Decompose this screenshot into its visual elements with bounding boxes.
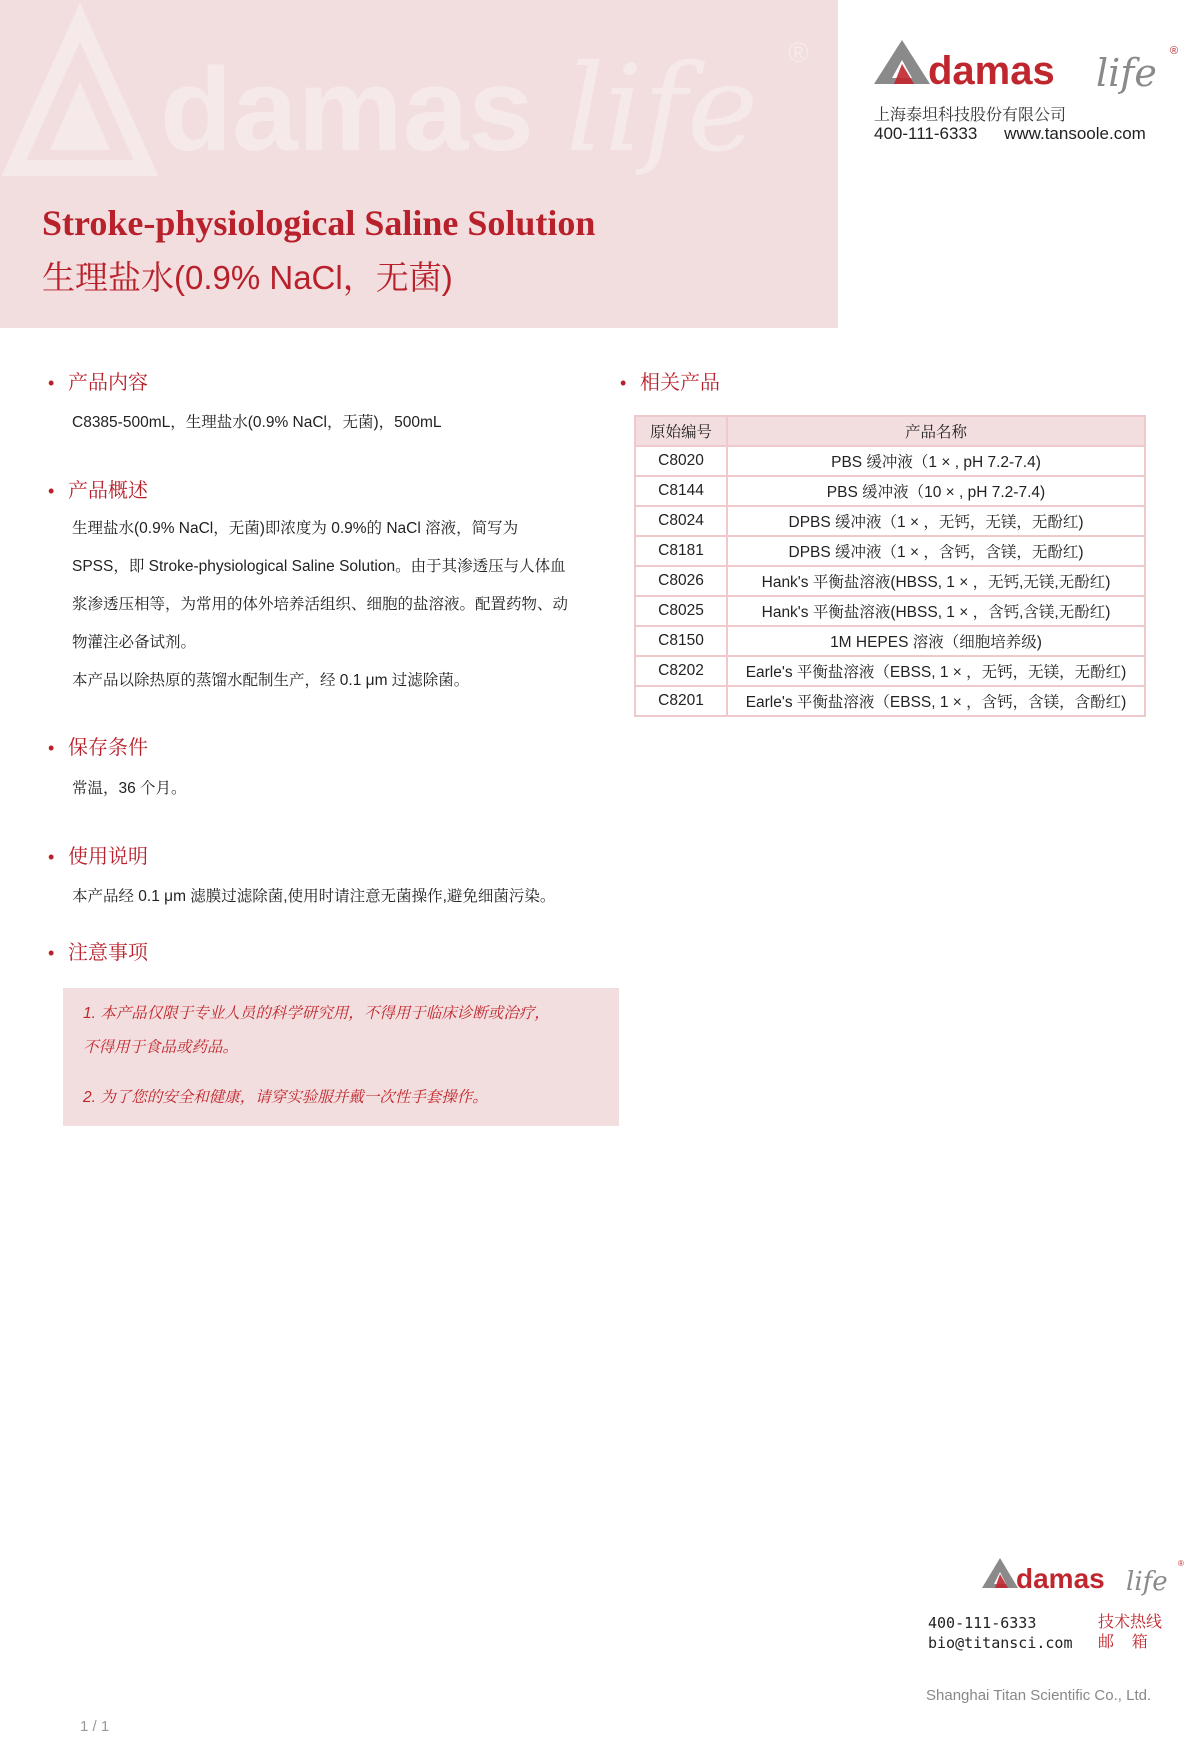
table-row[interactable] xyxy=(635,686,1145,716)
product-code: C8150 xyxy=(635,626,727,656)
table-row[interactable] xyxy=(635,476,1145,506)
product-name: Earle's 平衡盐溶液（EBSS, 1 × ，含钙，含镁，含酚红) xyxy=(727,686,1145,716)
footer-email-label: 邮 箱 xyxy=(1098,1634,1148,1651)
contents-text: C8385-500mL，生理盐水(0.9% NaCl，无菌)，500mL xyxy=(72,414,442,431)
product-name: PBS 缓冲液（1 × , pH 7.2-7.4) xyxy=(727,446,1145,476)
logo-word-damas: damas xyxy=(928,49,1055,93)
section-heading-related xyxy=(620,366,720,395)
notice-item: 1. 本产品仅限于专业人员的科学研究用，不得用于临床诊断或治疗， xyxy=(83,1005,550,1022)
section-heading-overview xyxy=(48,474,148,503)
product-code: C8202 xyxy=(635,656,727,686)
heading-text: 使用说明 xyxy=(68,846,148,868)
footer-logo-registered: ® xyxy=(1178,1559,1184,1568)
product-code: C8144 xyxy=(635,476,727,506)
footer-logo xyxy=(980,1554,1190,1604)
table-row[interactable] xyxy=(635,656,1145,686)
heading-text: 相关产品 xyxy=(640,372,720,394)
bullet-icon: • xyxy=(48,738,55,758)
page-number: 1 / 1 xyxy=(80,1718,110,1735)
watermark-word1: damas xyxy=(160,44,534,176)
product-code: C8020 xyxy=(635,446,727,476)
bullet-icon: • xyxy=(48,481,55,501)
table-row[interactable] xyxy=(635,536,1145,566)
product-name: 1M HEPES 溶液（细胞培养级) xyxy=(727,626,1145,656)
product-code: C8026 xyxy=(635,566,727,596)
related-products-table xyxy=(634,415,1146,717)
overview-line: SPSS，即 Stroke-physiological Saline Solution。由于其渗透压与人体血 xyxy=(72,558,566,575)
header-website[interactable]: www.tansoole.com xyxy=(1004,124,1146,143)
notice-item: 2. 为了您的安全和健康，请穿实验服并戴一次性手套操作。 xyxy=(83,1089,488,1106)
footer-contact xyxy=(928,1613,1073,1653)
table-row[interactable] xyxy=(635,566,1145,596)
watermark-word2: life xyxy=(566,40,759,179)
adamas-life-logo xyxy=(872,34,1190,100)
header-phone: 400-111-6333 xyxy=(874,124,978,143)
footer-labels xyxy=(1098,1613,1162,1653)
footer-phone-label: 技术热线 xyxy=(1098,1614,1163,1631)
bullet-icon: • xyxy=(48,847,55,867)
product-name: Hank's 平衡盐溶液(HBSS, 1 × ，无钙,无镁,无酚红) xyxy=(727,566,1145,596)
product-code: C8201 xyxy=(635,686,727,716)
watermark-registered: ® xyxy=(788,37,809,68)
product-name: DPBS 缓冲液（1 × ，含钙，含镁，无酚红) xyxy=(727,536,1145,566)
section-heading-usage xyxy=(48,840,148,869)
footer-phone: 400-111-6333 xyxy=(928,1614,1037,1632)
table-header-row xyxy=(635,416,1145,446)
header-contact xyxy=(874,124,1146,144)
overview-text xyxy=(72,510,568,700)
table-row[interactable] xyxy=(635,596,1145,626)
overview-line: 浆渗透压相等，为常用的体外培养活组织、细胞的盐溶液。配置药物、动 xyxy=(72,596,569,613)
overview-line: 物灌注必备试剂。 xyxy=(72,634,197,651)
logo-word-life: life xyxy=(1096,51,1157,95)
table-row[interactable] xyxy=(635,446,1145,476)
company-name-cn: 上海泰坦科技股份有限公司 xyxy=(874,107,1067,124)
bullet-icon: • xyxy=(620,373,627,393)
overview-line: 本产品以除热原的蒸馏水配制生产，经 0.1 μm 过滤除菌。 xyxy=(72,672,470,689)
section-heading-contents xyxy=(48,366,148,395)
overview-line: 生理盐水(0.9% NaCl，无菌)即浓度为 0.9%的 NaCl 溶液，简写为 xyxy=(72,520,519,537)
bullet-icon: • xyxy=(48,943,55,963)
product-name: DPBS 缓冲液（1 × ，无钙，无镁，无酚红) xyxy=(727,506,1145,536)
bullet-icon: • xyxy=(48,373,55,393)
table-row[interactable] xyxy=(635,506,1145,536)
footer-company-en: Shanghai Titan Scientific Co., Ltd. xyxy=(926,1687,1152,1704)
watermark-logo xyxy=(0,0,838,210)
footer-email[interactable]: bio@titansci.com xyxy=(928,1634,1073,1652)
product-name: Earle's 平衡盐溶液（EBSS, 1 × ，无钙，无镁，无酚红) xyxy=(727,656,1145,686)
product-title-en: Stroke-physiological Saline Solution xyxy=(42,203,596,243)
product-code: C8181 xyxy=(635,536,727,566)
product-code: C8025 xyxy=(635,596,727,626)
product-name: PBS 缓冲液（10 × , pH 7.2-7.4) xyxy=(727,476,1145,506)
column-header-code: 原始编号 xyxy=(635,416,727,446)
heading-text: 注意事项 xyxy=(68,942,148,964)
notice-item: 不得用于食品或药品。 xyxy=(83,1039,239,1056)
footer-logo-word-life: life xyxy=(1126,1567,1168,1597)
usage-text: 本产品经 0.1 μm 滤膜过滤除菌,使用时请注意无菌操作,避免细菌污染。 xyxy=(72,888,556,905)
product-code: C8024 xyxy=(635,506,727,536)
heading-text: 产品概述 xyxy=(68,480,148,502)
section-heading-notes xyxy=(48,936,148,965)
product-name: Hank's 平衡盐溶液(HBSS, 1 × ，含钙,含镁,无酚红) xyxy=(727,596,1145,626)
section-heading-storage xyxy=(48,731,148,760)
column-header-name: 产品名称 xyxy=(727,416,1145,446)
product-title-cn: 生理盐水(0.9% NaCl，无菌) xyxy=(42,259,453,296)
table-row[interactable] xyxy=(635,626,1145,656)
footer-logo-word-damas: damas xyxy=(1016,1563,1105,1594)
storage-text: 常温，36 个月。 xyxy=(72,780,187,797)
logo-registered: ® xyxy=(1170,45,1179,57)
heading-text: 产品内容 xyxy=(68,372,148,394)
heading-text: 保存条件 xyxy=(68,737,148,759)
